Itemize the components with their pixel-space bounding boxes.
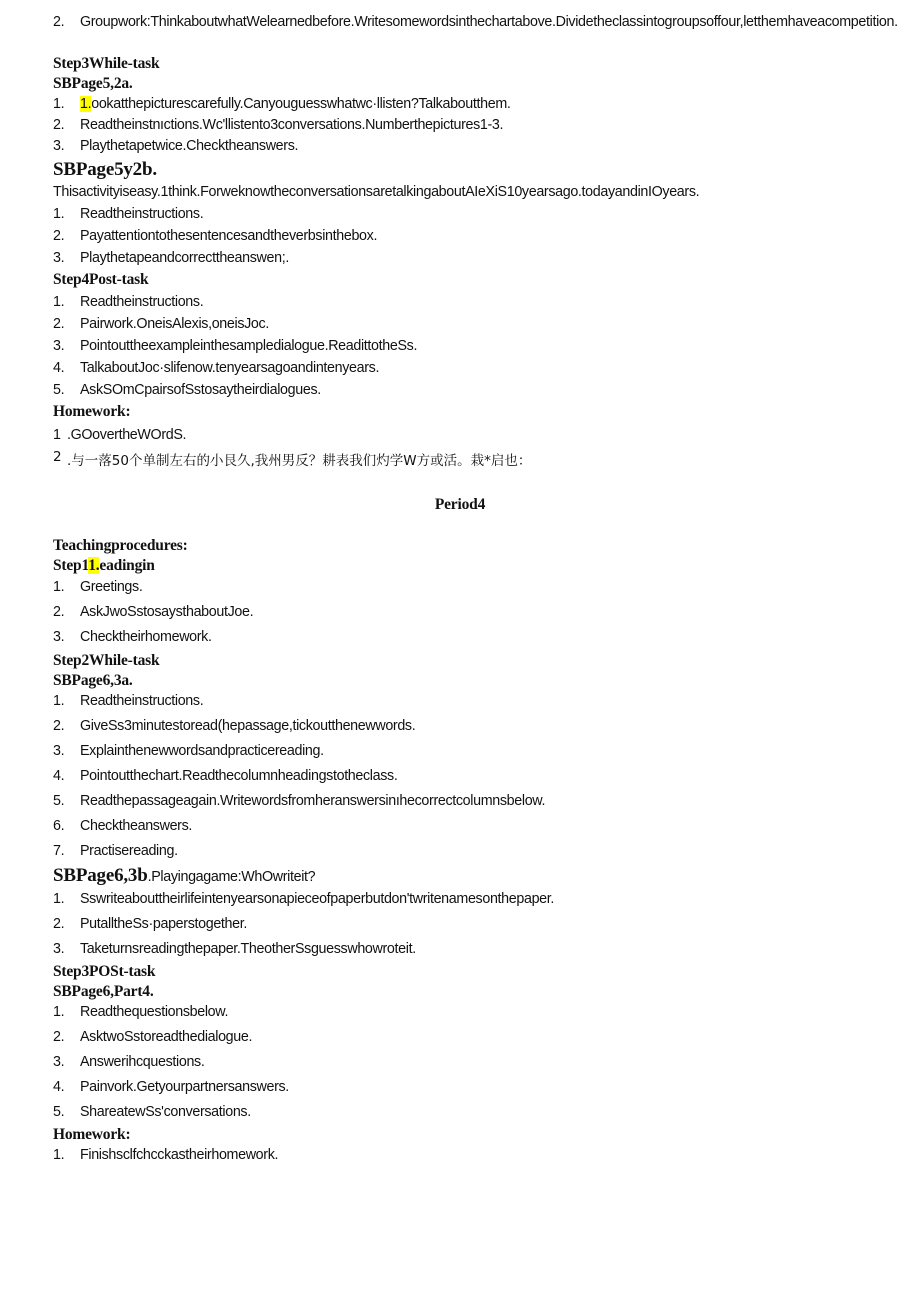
list-item bbox=[53, 793, 893, 818]
list-item bbox=[53, 427, 893, 449]
step3-heading: Step3POSt-task bbox=[53, 963, 156, 980]
list-text: Practisereading. bbox=[80, 843, 178, 859]
list-number: 1. bbox=[53, 891, 65, 907]
list-number: 5. bbox=[53, 1104, 65, 1120]
list-text: TalkaboutJoc·slifenow.tenyearsagoandintenyears. bbox=[80, 360, 380, 376]
list-item bbox=[53, 449, 893, 471]
list-text: Answerihcquestions. bbox=[80, 1054, 205, 1070]
list-item bbox=[53, 1104, 893, 1126]
list-text: Explainthenewwordsandpracticereading. bbox=[80, 743, 324, 759]
list-text: .GOovertheWOrdS. bbox=[67, 427, 187, 443]
document-page bbox=[53, 12, 898, 1169]
list-item bbox=[53, 1004, 893, 1029]
list-number: 4. bbox=[53, 1079, 65, 1095]
list-item bbox=[53, 843, 893, 865]
list-number: 3. bbox=[53, 743, 65, 759]
list-item bbox=[53, 629, 893, 652]
list-text: Playthetapeandcorrecttheanswen;. bbox=[80, 250, 289, 266]
list-number: 3. bbox=[53, 1054, 65, 1070]
list-text: Pointouttheexampleinthesampledialogue.ReadittotheSs. bbox=[80, 338, 418, 354]
list-number: 1. bbox=[53, 96, 65, 112]
list-text: Sswriteabouttheirlifeintenyearsonapieceofpaperbutdon'twritenamesonthepaper. bbox=[80, 891, 555, 907]
list-number: 2 bbox=[53, 449, 62, 465]
sb-2b-heading: SBPage5y2b. bbox=[53, 159, 157, 180]
step2-heading: Step2While-task bbox=[53, 652, 160, 669]
list-item bbox=[53, 916, 893, 941]
list-number: 1. bbox=[53, 579, 65, 595]
list-number: 2. bbox=[53, 718, 65, 734]
list-text: AsktwoSstoreadthedialogue. bbox=[80, 1029, 253, 1045]
list-item bbox=[53, 743, 893, 768]
list-number: 2. bbox=[53, 604, 65, 620]
list-text: Checktheirhomework. bbox=[80, 629, 212, 645]
list-number: 1. bbox=[53, 206, 65, 222]
list-text: Readthepassageagain.Writewordsfromheranswersinıhecorrectcolumnsbelow. bbox=[80, 793, 546, 809]
list-item bbox=[53, 138, 893, 159]
list-number: 4. bbox=[53, 768, 65, 784]
list-text: Pairwork.OneisAlexis,oneisJoc. bbox=[80, 316, 269, 332]
list-number: 3. bbox=[53, 941, 65, 957]
list-number: 2. bbox=[53, 916, 65, 932]
list-item bbox=[53, 1029, 893, 1054]
list-number: 5. bbox=[53, 382, 65, 398]
heading-text: eadingin bbox=[99, 557, 155, 574]
list-text: Pointoutthechart.Readthecolumnheadingstotheclass. bbox=[80, 768, 398, 784]
list-text: ookatthepicturescarefully.Canyouguesswhatwc·llisten?Talkaboutthem. bbox=[91, 96, 511, 112]
list-text: GiveSs3minutestoread(hepassage,tickoutthenewwords. bbox=[80, 718, 416, 734]
list-text: Readtheinstructions. bbox=[80, 294, 204, 310]
highlight-mark: 1. bbox=[80, 96, 92, 112]
list-number: 2. bbox=[53, 14, 65, 30]
list-number: 7. bbox=[53, 843, 65, 859]
list-item bbox=[53, 360, 893, 382]
list-item bbox=[53, 117, 893, 138]
list-text: Finishsclfchcckastheirhomework. bbox=[80, 1147, 279, 1163]
sb-3b-heading bbox=[53, 865, 893, 891]
list-text: PutalltheSs·paperstogether. bbox=[80, 916, 247, 932]
list-item bbox=[53, 338, 893, 360]
list-number: 1. bbox=[53, 693, 65, 709]
sb-part4-heading: SBPage6,Part4. bbox=[53, 983, 154, 1000]
groupwork-item bbox=[53, 12, 898, 54]
heading-text: SBPage6,3b bbox=[53, 865, 148, 886]
list-text: Payattentiontothesentencesandtheverbsinthebox. bbox=[80, 228, 378, 244]
sb-3a-heading: SBPage6,3a. bbox=[53, 672, 133, 689]
heading-text: Step1 bbox=[53, 557, 89, 574]
homework-heading: Homework: bbox=[53, 1126, 131, 1143]
list-number: 2. bbox=[53, 1029, 65, 1045]
list-number: 3. bbox=[53, 138, 65, 154]
list-number: 1. bbox=[53, 1147, 65, 1163]
list-text: Readtheinstructions. bbox=[80, 693, 204, 709]
list-text: .与一落50个单制左右的小艮久,我州男反？耕表我们灼学W方或活。栽*启也： bbox=[67, 453, 532, 469]
list-text: Taketurnsreadingthepaper.TheotherSsguesswhowroteit. bbox=[80, 941, 416, 957]
heading-subtitle: .Playingagame:WhOwriteit? bbox=[147, 869, 316, 885]
list-item bbox=[53, 250, 893, 271]
list-number: 3. bbox=[53, 338, 65, 354]
list-item bbox=[53, 604, 893, 629]
list-number: 3. bbox=[53, 629, 65, 645]
list-text: AskSOmCpairsofSstosaytheirdialogues. bbox=[80, 382, 321, 398]
list-text: Readtheinstnıctions.Wc'llistento3conversations.Numberthepictures1-3. bbox=[80, 117, 504, 133]
step1-heading bbox=[53, 557, 893, 579]
list-number: 5. bbox=[53, 793, 65, 809]
homework-heading: Homework: bbox=[53, 403, 131, 420]
step4-heading: Step4Post-task bbox=[53, 271, 149, 288]
list-text: Readthequestionsbelow. bbox=[80, 1004, 229, 1020]
teaching-procedures-heading: Teachingprocedures: bbox=[53, 537, 188, 554]
list-item bbox=[53, 891, 893, 916]
list-item bbox=[53, 718, 893, 743]
list-item bbox=[53, 228, 893, 250]
list-item bbox=[53, 1054, 893, 1079]
list-number: 1 bbox=[53, 427, 61, 443]
list-text: Checktheanswers. bbox=[80, 818, 193, 834]
list-number: 2. bbox=[53, 316, 65, 332]
list-item bbox=[53, 1147, 893, 1169]
list-item bbox=[53, 382, 893, 403]
list-item bbox=[53, 316, 893, 338]
list-item bbox=[53, 768, 893, 793]
sb-2b-description: Thisactivityiseasy.1think.ForweknowtheconversationsaretalkingaboutAIeXiS10yearsago.todayandinIOyears. bbox=[53, 184, 700, 200]
list-text: Readtheinstructions. bbox=[80, 206, 204, 222]
list-number: 6. bbox=[53, 818, 65, 834]
sb-2a-heading: SBPage5,2a. bbox=[53, 75, 133, 92]
period-title: Period4 bbox=[434, 496, 486, 513]
list-item bbox=[53, 693, 893, 718]
list-item bbox=[53, 96, 893, 117]
list-item bbox=[53, 818, 893, 843]
list-text: ShareatewSs'conversations. bbox=[80, 1104, 251, 1120]
highlight-mark: 1. bbox=[88, 557, 100, 574]
list-item bbox=[53, 579, 893, 604]
list-item bbox=[53, 206, 893, 228]
list-number: 4. bbox=[53, 360, 65, 376]
list-item bbox=[53, 941, 893, 963]
list-item bbox=[53, 294, 893, 316]
step3-heading: Step3While-task bbox=[53, 55, 160, 72]
list-number: 3. bbox=[53, 250, 65, 266]
list-text: Playthetapetwice.Checktheanswers. bbox=[80, 138, 299, 154]
list-text: AskJwoSstosaysthaboutJoe. bbox=[80, 604, 254, 620]
list-text: Greetings. bbox=[80, 579, 143, 595]
list-text: Groupwork:ThinkaboutwhatWelearnedbefore.Writesomewordsinthechartabove.Dividetheclassintogroupsoffour,letthemhaveacompetition. bbox=[80, 14, 898, 30]
list-number: 2. bbox=[53, 117, 65, 133]
list-text: Painvork.Getyourpartnersanswers. bbox=[80, 1079, 289, 1095]
list-number: 1. bbox=[53, 294, 65, 310]
list-number: 1. bbox=[53, 1004, 65, 1020]
list-number: 2. bbox=[53, 228, 65, 244]
list-item bbox=[53, 1079, 893, 1104]
